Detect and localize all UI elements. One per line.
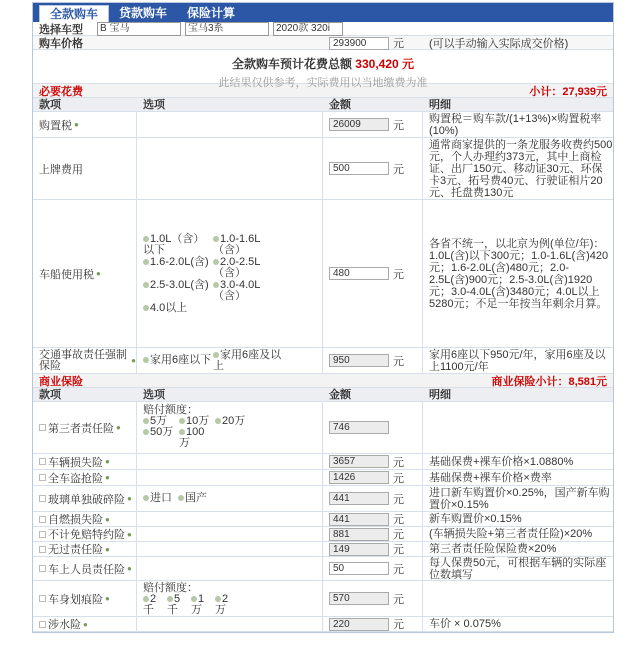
radio-option[interactable]: 10万 — [179, 416, 215, 427]
info-icon: ● — [74, 120, 79, 129]
radio-option[interactable]: 100万 — [179, 426, 205, 449]
row-name: 交通事故责任强制保险 — [39, 348, 127, 372]
amount-input[interactable]: 1426 — [329, 471, 389, 484]
radio-option[interactable]: 进口 — [143, 493, 172, 504]
row-name: 第三者责任险 — [48, 422, 114, 435]
tab-bar — [33, 3, 613, 22]
unit-label: 元 — [393, 563, 404, 576]
radio-option[interactable]: 2.5-3.0L(含) — [143, 280, 213, 302]
checkbox[interactable] — [39, 546, 46, 553]
row-detail: 通常商家提供的一条龙服务收费约500元，个人办理约373元，其中上商检证、出厂150元、移动证30元、环保卡3元、拓号费40元、行驶证相片20元、托盘费130元 — [429, 138, 613, 199]
checkbox[interactable] — [39, 424, 46, 431]
amount-input[interactable]: 149 — [329, 543, 389, 556]
table-row — [33, 470, 613, 486]
unit-label: 元 — [393, 493, 404, 506]
row-detail — [423, 402, 613, 453]
unit-label: 元 — [393, 355, 404, 368]
amount-input[interactable]: 441 — [329, 513, 389, 526]
coverage-label: 赔付额度： — [143, 404, 198, 416]
table-row — [33, 112, 613, 138]
row-detail — [423, 581, 613, 616]
checkbox[interactable] — [39, 474, 46, 481]
radio-option[interactable]: 1.6-2.0L(含) — [143, 257, 213, 279]
tab-insurance[interactable]: 保险计算 — [187, 6, 236, 20]
total-block — [33, 50, 613, 89]
row-detail: 第三者责任险保险费×20% — [429, 543, 557, 555]
radio-option[interactable]: 2千 — [143, 593, 157, 616]
radio-option[interactable]: 2.0-2.5L（含） — [213, 255, 261, 279]
unit-label: 元 — [393, 514, 404, 526]
header-detail: 明细 — [429, 99, 451, 111]
unit-label: 元 — [393, 619, 404, 631]
checkbox[interactable] — [39, 458, 46, 465]
checkbox[interactable] — [39, 516, 46, 523]
table-row — [33, 138, 613, 200]
amount-input[interactable]: 441 — [329, 492, 389, 505]
car-select-label: 选择车型 — [39, 23, 83, 36]
row-detail: (车辆损失险+第三者责任险)×20% — [429, 528, 593, 540]
header-amount: 金额 — [329, 99, 351, 111]
info-icon: ● — [116, 423, 121, 432]
price-note: (可以手动输入实际成交价格) — [429, 37, 569, 50]
info-icon: ● — [105, 544, 110, 554]
commercial-subtotal: 商业保险小计：8,581元 — [491, 375, 607, 388]
amount-input[interactable]: 3657 — [329, 455, 389, 468]
price-input[interactable]: 293900 — [329, 37, 389, 50]
row-name: 涉水险 — [48, 619, 81, 631]
price-label: 购车价格 — [39, 37, 83, 50]
header-item: 款项 — [39, 389, 61, 401]
checkbox[interactable] — [39, 595, 46, 602]
coverage-label: 赔付额度： — [143, 582, 198, 594]
header-amount: 金额 — [329, 389, 351, 401]
checkbox[interactable] — [39, 531, 46, 538]
header-detail: 明细 — [429, 389, 451, 401]
series-select[interactable]: 宝马3系 — [185, 22, 269, 36]
row-detail: 进口新车购置价×0.25%，国产新车购置价×0.15% — [429, 486, 610, 511]
radio-option[interactable]: 家用6座及以上 — [213, 348, 282, 372]
amount-input[interactable]: 950 — [329, 354, 389, 367]
total-value: 330,420 — [355, 57, 399, 71]
radio-option[interactable]: 3.0-4.0L（含） — [213, 278, 261, 302]
required-title: 必要花费 — [39, 85, 83, 98]
info-icon: ● — [96, 269, 101, 278]
radio-option[interactable]: 1.0L（含）以下 — [143, 232, 205, 256]
row-name: 车船使用税 — [39, 268, 94, 281]
radio-option[interactable]: 4.0以上 — [143, 303, 213, 314]
row-detail: 基础保费+裸车价格×1.0880% — [429, 455, 574, 468]
info-icon: ● — [83, 619, 88, 629]
info-icon: ● — [127, 494, 132, 503]
table-row — [33, 617, 613, 632]
info-icon: ● — [105, 457, 110, 466]
commercial-table-header — [33, 388, 613, 402]
required-table-header — [33, 98, 613, 112]
unit-label: 元 — [393, 544, 404, 556]
table-row — [33, 200, 613, 348]
amount-input[interactable]: 220 — [329, 618, 389, 631]
radio-option[interactable]: 1.0-1.6L（含） — [213, 232, 261, 256]
header-item: 款项 — [39, 99, 61, 111]
price-unit: 元 — [393, 37, 404, 50]
info-icon: ● — [127, 529, 132, 539]
row-name: 购置税 — [39, 119, 72, 132]
checkbox[interactable] — [39, 495, 46, 502]
amount-input[interactable]: 50 — [329, 562, 389, 575]
radio-option[interactable]: 国产 — [178, 493, 207, 504]
unit-label: 元 — [393, 268, 404, 281]
amount-input[interactable]: 500 — [329, 162, 389, 175]
table-row — [33, 454, 613, 470]
row-name: 无过责任险 — [48, 544, 103, 556]
row-name: 不计免赔特约险 — [48, 529, 125, 541]
total-note: 此结果仅供参考，实际费用以当地缴费为准 — [218, 77, 428, 89]
unit-label: 元 — [393, 593, 404, 606]
row-name: 上牌费用 — [39, 163, 83, 176]
row-name: 车辆损失险 — [48, 456, 103, 469]
row-detail: 基础保费+裸车价格×费率 — [429, 471, 552, 484]
radio-option[interactable]: 5千 — [167, 593, 181, 616]
checkbox[interactable] — [39, 621, 46, 628]
info-icon: ● — [105, 473, 110, 482]
commercial-title: 商业保险 — [39, 375, 83, 388]
total-unit: 元 — [402, 57, 415, 71]
required-subtotal: 小计：27,939元 — [529, 85, 607, 98]
table-row — [33, 402, 613, 454]
price-cell — [323, 35, 423, 51]
unit-label: 元 — [393, 472, 404, 485]
row-name: 车身划痕险 — [48, 593, 103, 606]
tab-loan[interactable]: 贷款购车 — [119, 6, 168, 20]
table-row — [33, 581, 613, 617]
info-icon: ● — [127, 564, 132, 573]
model-select[interactable]: 2020款 320i — [273, 22, 343, 36]
unit-label: 元 — [393, 163, 404, 176]
calculator — [32, 2, 614, 633]
info-icon: ● — [105, 514, 110, 524]
radio-option[interactable]: 1万 — [191, 593, 205, 616]
amount-input[interactable]: 881 — [329, 528, 389, 541]
table-row — [33, 557, 613, 581]
checkbox[interactable] — [39, 565, 46, 572]
commercial-section-header — [33, 374, 613, 388]
info-icon: ● — [131, 356, 136, 365]
header-option: 选项 — [143, 99, 165, 111]
tab-full-payment[interactable]: 全款购车 — [39, 5, 109, 22]
row-name: 车上人员责任险 — [48, 563, 125, 576]
unit-label: 元 — [393, 119, 404, 132]
row-detail: 购置税＝购车款/(1+13%)×购置税率(10%) — [429, 112, 602, 137]
row-detail: 家用6座以下950元/年，家用6座及以上1100元/年 — [429, 348, 606, 373]
header-option: 选项 — [143, 389, 165, 401]
radio-option[interactable]: 2万 — [215, 593, 229, 616]
unit-label: 元 — [393, 456, 404, 469]
radio-option[interactable]: 家用6座以下 — [143, 355, 213, 366]
table-row — [33, 512, 613, 527]
row-detail: 各省不统一，以北京为例(单位/年)：1.0L(含)以下300元；1.0-1.6L(含)420元；1.6-2.0L(含)480元；2.0-2.5L(含)900元；2.5-3.0L(含)1920元；3.0-4.0L(含)3480元；4.0L以上5280元；不足一年按当年剩余月算。 — [429, 237, 609, 310]
table-row — [33, 542, 613, 557]
row-name: 全车盗抢险 — [48, 472, 103, 485]
table-row — [33, 348, 613, 374]
radio-option[interactable]: 20万 — [215, 416, 251, 427]
row-name: 自燃损失险 — [48, 514, 103, 526]
brand-select[interactable]: B 宝马 — [97, 22, 181, 36]
row-detail: 车价 × 0.075% — [429, 618, 501, 630]
radio-option[interactable]: 50万 — [143, 427, 179, 449]
amount-input[interactable]: 570 — [329, 592, 389, 605]
info-icon: ● — [105, 594, 110, 603]
row-detail: 新车购置价×0.15% — [429, 513, 522, 525]
amount-input[interactable]: 746 — [329, 421, 389, 434]
amount-input[interactable]: 26009 — [329, 118, 389, 131]
amount-input[interactable]: 480 — [329, 267, 389, 280]
table-row — [33, 486, 613, 512]
row-name: 玻璃单独破碎险 — [48, 493, 125, 506]
total-label: 全款购车预计花费总额 — [231, 57, 352, 71]
unit-label: 元 — [393, 529, 404, 541]
price-row — [33, 36, 613, 50]
row-detail: 每人保费50元，可根据车辆的实际座位数填写 — [429, 557, 607, 580]
table-row — [33, 527, 613, 542]
radio-option[interactable]: 5万 — [143, 416, 179, 427]
